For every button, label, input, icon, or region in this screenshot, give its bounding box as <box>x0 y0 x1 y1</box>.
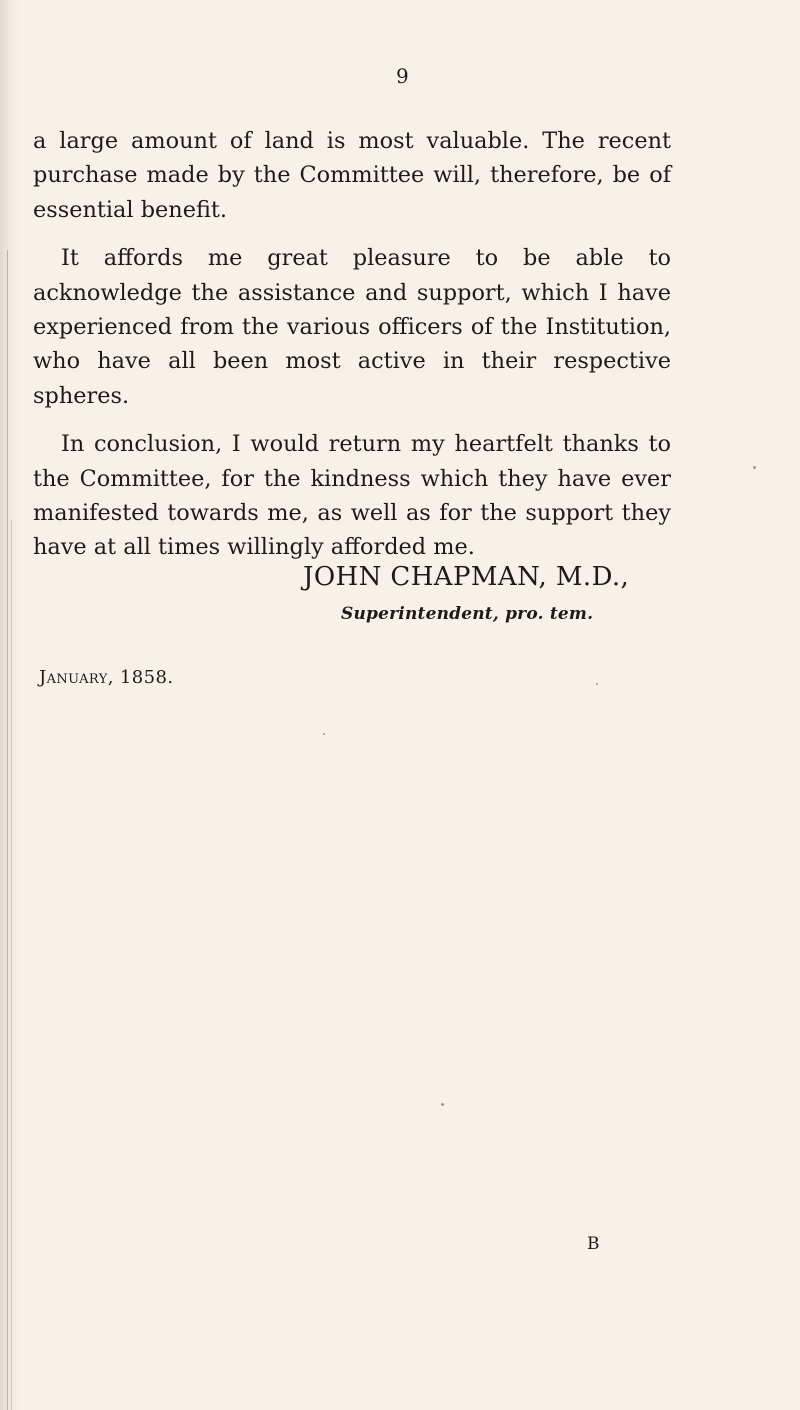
paragraph-1: a large amount of land is most valuable. The recent purchase made by the Committee will, therefore, be of essential benefit. <box>33 128 671 223</box>
paper-speck <box>753 466 756 469</box>
paper-speck <box>596 683 598 685</box>
page-number: 9 <box>396 64 409 88</box>
signature-name: JOHN CHAPMAN, M.D., <box>303 562 630 592</box>
signature-mark: B <box>587 1234 600 1254</box>
signature-title: Superintendent, pro. tem. <box>341 604 594 624</box>
body-text <box>33 124 671 565</box>
paper-speck <box>441 1103 444 1106</box>
binding-edge <box>0 0 20 1410</box>
paragraph-3: In conclusion, I would return my heartfelt thanks to the Committee, for the kindness which they have ever manifested towards me, as well as for the support they have at all times willingly afforded me. <box>33 431 671 561</box>
paper-speck <box>323 733 325 735</box>
paragraph-2: It affords me great pleasure to be able to acknowledge the assistance and support, which I have experienced from the various officers of the Institution, who have all been most active in their respective spheres. <box>33 245 671 409</box>
date-line: January, 1858. <box>39 667 174 688</box>
